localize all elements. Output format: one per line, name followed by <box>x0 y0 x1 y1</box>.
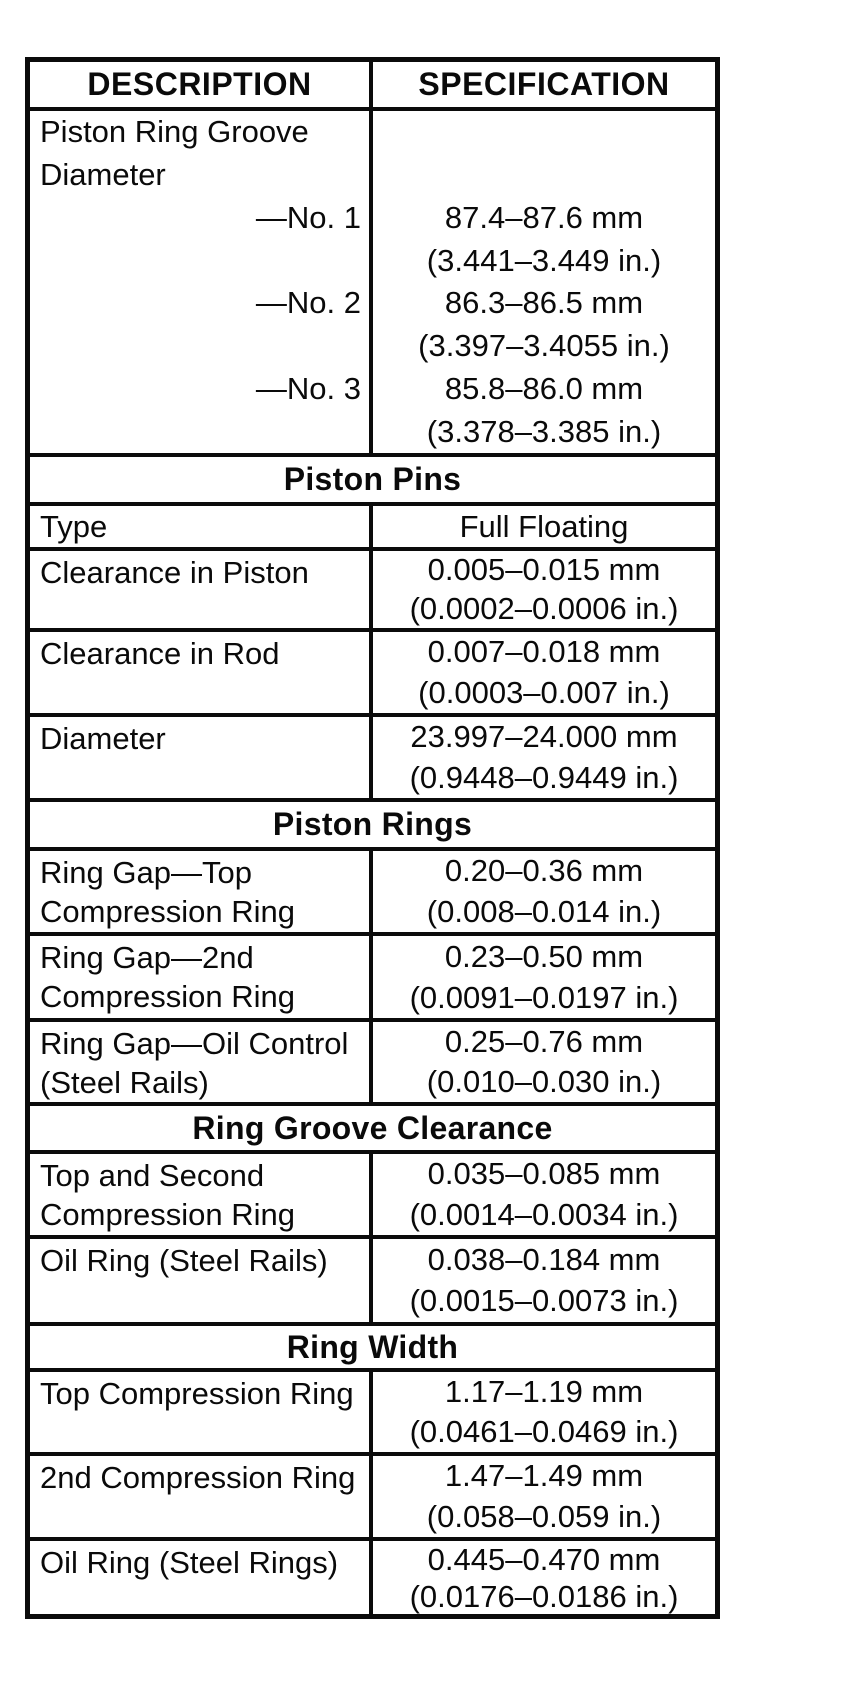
spec-inch-value: (0.0461–0.0469 in.) <box>409 1414 679 1449</box>
row-spec <box>373 506 715 547</box>
spec-row-clearance-in-piston <box>30 551 715 632</box>
spec-inch-value: (0.0176–0.0186 in.) <box>409 1579 679 1615</box>
spec-mm-value: 0.038–0.184 mm <box>427 1241 661 1277</box>
spec-inch-value: (0.0003–0.007 in.) <box>418 674 670 710</box>
specification-column-header: SPECIFICATION <box>418 66 670 102</box>
groove-title-line2: Diameter <box>40 157 166 193</box>
row-spec <box>373 936 715 1018</box>
row-label: Oil Ring (Steel Rings) <box>30 1541 373 1616</box>
spec-inch-value: (0.0015–0.0073 in.) <box>409 1283 679 1319</box>
spec-mm-value: 0.007–0.018 mm <box>427 634 661 670</box>
spec-mm-value: 1.17–1.19 mm <box>444 1374 644 1409</box>
row-label: Top and Second Compression Ring <box>30 1154 373 1235</box>
groove-no3-mm-value: 85.8–86.0 mm <box>444 370 644 406</box>
piston-ring-groove-diameter-block <box>30 111 715 457</box>
row-spec <box>373 1239 715 1322</box>
spec-inch-value: (0.010–0.030 in.) <box>426 1064 662 1099</box>
spec-inch-value: (0.058–0.059 in.) <box>426 1498 662 1534</box>
spec-inch-value: (0.0002–0.0006 in.) <box>409 590 679 626</box>
spec-row-oil-ring-steel-rings-width <box>30 1541 715 1616</box>
table-header-row <box>30 62 715 111</box>
row-spec <box>373 632 715 713</box>
groove-no1-label: —No. 1 <box>255 199 361 235</box>
groove-no2-mm-value: 86.3–86.5 mm <box>444 285 644 321</box>
spec-mm-value: 23.997–24.000 mm <box>410 719 678 755</box>
spec-inch-value: (0.0014–0.0034 in.) <box>409 1196 679 1232</box>
piston-specification-table <box>25 57 720 1619</box>
row-label: Oil Ring (Steel Rails) <box>30 1239 373 1322</box>
row-label: Clearance in Piston <box>30 551 373 628</box>
groove-no3-label: —No. 3 <box>255 370 361 406</box>
row-spec <box>373 1456 715 1537</box>
row-label: Clearance in Rod <box>30 632 373 713</box>
spec-mm-value: 0.035–0.085 mm <box>427 1156 661 1192</box>
groove-specification-cell <box>373 111 715 453</box>
spec-mm-value: 0.25–0.76 mm <box>444 1024 644 1059</box>
groove-no3-inch-value: (3.378–3.385 in.) <box>426 413 662 449</box>
spec-inch-value: (0.9448–0.9449 in.) <box>409 759 679 795</box>
row-label: Type <box>30 506 373 547</box>
section-header-ring-width: Ring Width <box>30 1326 715 1372</box>
groove-no1-inch-value: (3.441–3.449 in.) <box>426 242 662 278</box>
spec-row-ring-gap-2nd <box>30 936 715 1022</box>
spec-row-2nd-compression-ring-width <box>30 1456 715 1541</box>
spacer <box>373 154 715 197</box>
spec-row-top-compression-ring-width <box>30 1372 715 1456</box>
spec-row-ring-gap-top <box>30 851 715 936</box>
row-label: 2nd Compression Ring <box>30 1456 373 1537</box>
spec-mm-value: 1.47–1.49 mm <box>444 1458 644 1494</box>
section-header-piston-rings: Piston Rings <box>30 802 715 851</box>
groove-title-line1: Piston Ring Groove <box>40 114 309 150</box>
groove-no1-mm-value: 87.4–87.6 mm <box>444 199 644 235</box>
spacer <box>30 239 369 282</box>
row-spec <box>373 851 715 932</box>
description-column-header: DESCRIPTION <box>30 62 373 107</box>
spec-row-type <box>30 506 715 551</box>
spec-row-ring-gap-oil-control <box>30 1022 715 1106</box>
spec-mm-value: 0.23–0.50 mm <box>444 938 644 974</box>
row-label: Top Compression Ring <box>30 1372 373 1452</box>
spec-inch-value: (0.008–0.014 in.) <box>426 893 662 929</box>
row-spec <box>373 1022 715 1102</box>
groove-description-cell <box>30 111 373 453</box>
spec-row-pin-diameter <box>30 717 715 802</box>
spacer <box>373 111 715 154</box>
section-header-ring-groove-clearance: Ring Groove Clearance <box>30 1106 715 1154</box>
row-spec <box>373 551 715 628</box>
row-label: Ring Gap—Top Compression Ring <box>30 851 373 932</box>
row-spec <box>373 1372 715 1452</box>
row-label: Ring Gap—2nd Compression Ring <box>30 936 373 1018</box>
spec-row-top-and-second-compression <box>30 1154 715 1239</box>
row-spec <box>373 1154 715 1235</box>
row-spec <box>373 1541 715 1616</box>
spec-inch-value: (0.0091–0.0197 in.) <box>409 979 679 1015</box>
section-header-piston-pins: Piston Pins <box>30 457 715 506</box>
groove-no2-label: —No. 2 <box>255 285 361 321</box>
spec-value: Full Floating <box>459 508 629 544</box>
row-label: Diameter <box>30 717 373 798</box>
spec-mm-value: 0.445–0.470 mm <box>427 1541 661 1577</box>
spec-row-oil-ring-steel-rails <box>30 1239 715 1326</box>
spec-row-clearance-in-rod <box>30 632 715 717</box>
spacer <box>30 325 369 368</box>
spec-mm-value: 0.20–0.36 mm <box>444 853 644 889</box>
row-label: Ring Gap—Oil Control (Steel Rails) <box>30 1022 373 1102</box>
row-spec <box>373 717 715 798</box>
spec-mm-value: 0.005–0.015 mm <box>427 552 661 588</box>
groove-no2-inch-value: (3.397–3.4055 in.) <box>418 328 670 364</box>
spacer <box>30 410 369 453</box>
